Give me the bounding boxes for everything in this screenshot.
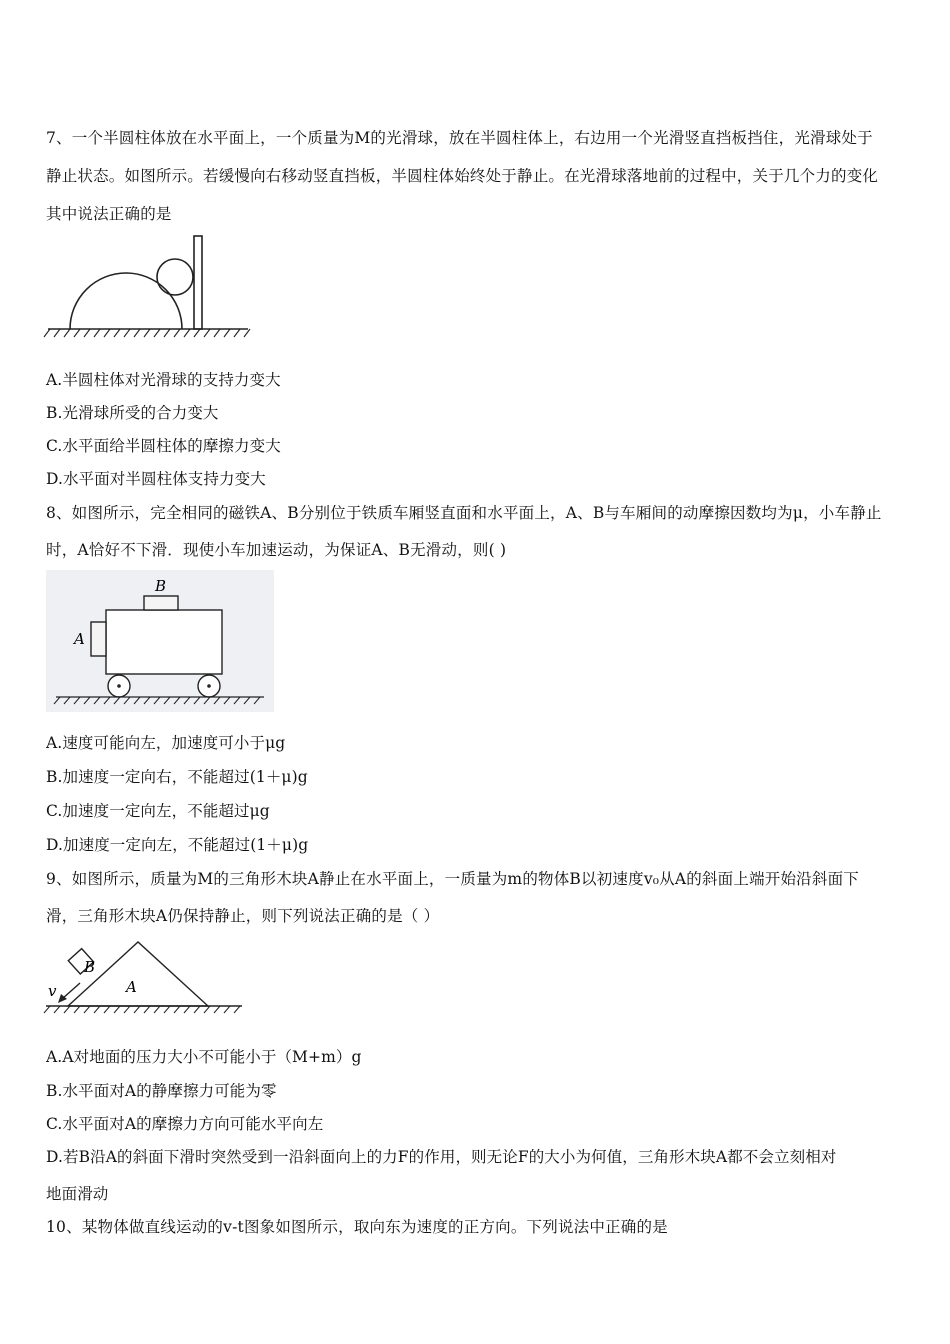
q8-magnet-a [91, 622, 106, 656]
q8-figure-cart-magnets [46, 570, 274, 712]
q7-stem-line-3: 其中说法正确的是 [46, 205, 172, 223]
q8-option-b: B.加速度一定向右，不能超过(1＋μ)g [46, 768, 308, 786]
q8-wheel-right-axle [207, 684, 211, 688]
q9-option-a: A.A对地面的压力大小不可能小于（M+m）g [46, 1048, 362, 1066]
q8-stem-line-2: 时，A恰好不下滑．现使小车加速运动，为保证A、B无滑动，则( ) [46, 541, 507, 559]
q8-option-a: A.速度可能向左，加速度可小于μg [46, 734, 286, 752]
q9-ground-hatch [44, 1006, 240, 1013]
q7-option-b: B.光滑球所受的合力变大 [46, 404, 219, 422]
q9-option-b: B.水平面对A的静摩擦力可能为零 [46, 1082, 277, 1100]
q7-figure-semicylinder-ball-wall [44, 234, 254, 342]
q8-stem-line-1: 8、如图所示，完全相同的磁铁A、B分别位于铁质车厢竖直面和水平面上，A、B与车厢间的动摩擦因数均为μ，小车静止 [46, 504, 882, 522]
q10-stem-line-1: 10、某物体做直线运动的v-t图象如图所示，取向东为速度的正方向。下列说法中正确的是 [46, 1218, 668, 1236]
q8-label-a: A [74, 630, 85, 648]
q9-option-d-line-2: 地面滑动 [46, 1185, 109, 1203]
q7-option-d: D.水平面对半圆柱体支持力变大 [46, 470, 266, 488]
q9-label-a: A [126, 978, 137, 996]
q8-option-c: C.加速度一定向左，不能超过μg [46, 802, 270, 820]
q7-semicylinder [70, 273, 182, 329]
q7-wall [194, 236, 202, 329]
q9-label-v: v [48, 982, 57, 1000]
q8-label-b: B [155, 577, 167, 595]
q8-wheel-left-axle [117, 684, 121, 688]
q7-ground-hatch [44, 329, 250, 337]
q9-stem-line-1: 9、如图所示，质量为M的三角形木块A静止在水平面上，一质量为m的物体B以初速度v₀从A的斜面上端开始沿斜面下 [46, 870, 859, 888]
q9-label-b: B [84, 958, 96, 976]
q8-option-d: D.加速度一定向左，不能超过(1＋μ)g [46, 836, 309, 854]
q9-option-d-line-1: D.若B沿A的斜面下滑时突然受到一沿斜面向上的力F的作用，则无论F的大小为何值，三角形木块A都不会立刻相对 [46, 1148, 837, 1166]
q7-option-c: C.水平面给半圆柱体的摩擦力变大 [46, 437, 281, 455]
q8-cart-body [106, 610, 222, 674]
q7-stem-line-1: 7、一个半圆柱体放在水平面上，一个质量为M的光滑球，放在半圆柱体上，右边用一个光滑竖直挡板挡住，光滑球处于 [46, 129, 873, 147]
q7-ball [157, 259, 193, 295]
q9-stem-line-2: 滑，三角形木块A仍保持静止，则下列说法正确的是（ ） [46, 907, 440, 925]
q9-figure-wedge-block [46, 936, 246, 1020]
q9-option-c: C.水平面对A的摩擦力方向可能水平向左 [46, 1115, 324, 1133]
q7-stem-line-2: 静止状态。如图所示。若缓慢向右移动竖直挡板，半圆柱体始终处于静止。在光滑球落地前的过程中，关于几个力的变化 [46, 167, 879, 185]
q8-magnet-b [144, 596, 178, 610]
q7-option-a: A.半圆柱体对光滑球的支持力变大 [46, 371, 281, 389]
